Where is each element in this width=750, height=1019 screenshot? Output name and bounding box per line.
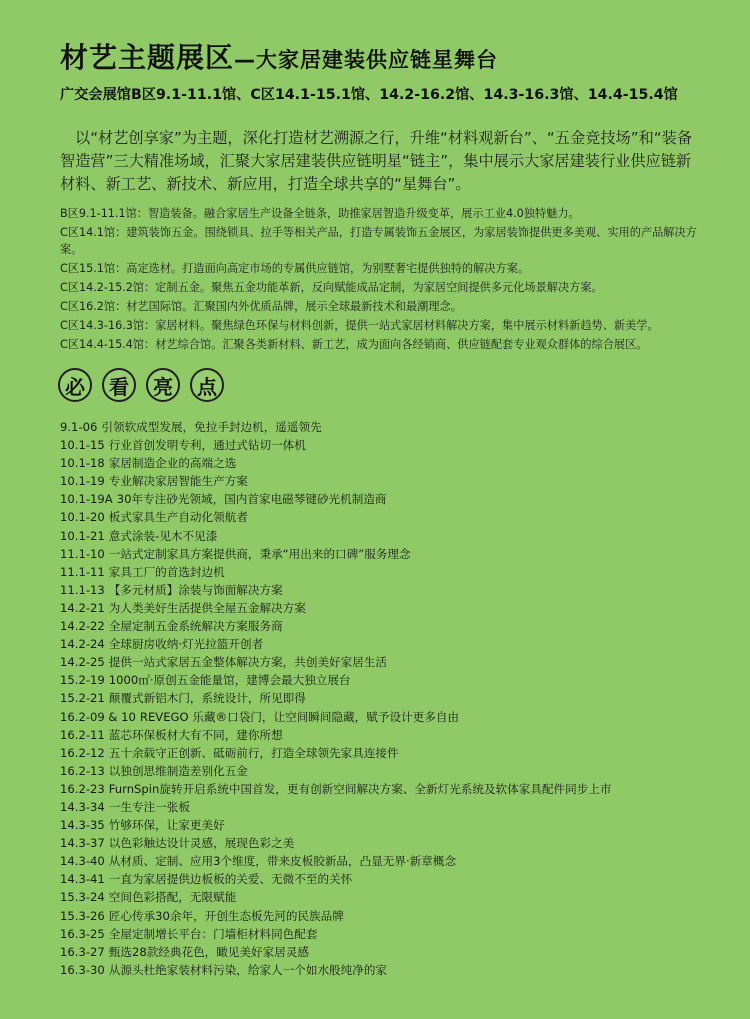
booth-description: 一直为家居提供边板板的关爱、无微不至的关怀 bbox=[108, 872, 353, 887]
booth-description: 蓝芯环保板材大有不同，建你所想 bbox=[108, 727, 283, 742]
booth-code: 10.1-19 bbox=[60, 474, 105, 489]
booth-description: 家具工厂的首选封边机 bbox=[108, 564, 225, 579]
hall-description: 材艺国际馆。汇聚国内外优质品牌，展示全球最新技术和最潮理念。 bbox=[126, 300, 462, 313]
hall-item bbox=[60, 205, 710, 222]
booth-code: 14.3-37 bbox=[60, 836, 105, 851]
booth-code: 10.1-15 bbox=[60, 438, 105, 453]
booth-code: 14.3-41 bbox=[60, 872, 105, 887]
booth-code: 15.3-24 bbox=[60, 890, 105, 905]
booth-description: 颠覆式新铝木门，系统设计，所见即得 bbox=[108, 691, 306, 706]
hall-label: C区14.4-15.4馆： bbox=[60, 338, 156, 351]
booth-code: 14.2-24 bbox=[60, 637, 105, 652]
highlight-title-char: 亮 bbox=[146, 368, 180, 402]
booth-code: 9.1-06 bbox=[60, 420, 98, 434]
list-item bbox=[60, 834, 720, 852]
list-item bbox=[60, 780, 720, 798]
booth-code: 16.2-13 bbox=[60, 763, 105, 778]
booth-description: 行业首创发明专利，通过式钻切一体机 bbox=[108, 438, 306, 453]
highlight-title-char: 看 bbox=[102, 368, 136, 402]
hall-label: C区16.2馆： bbox=[60, 300, 127, 313]
booth-code: 16.2-09 & 10 bbox=[60, 709, 136, 724]
booth-code: 14.2-21 bbox=[60, 600, 105, 615]
list-item bbox=[60, 744, 720, 762]
booth-description: 为人类美好生活提供全屋五金解决方案 bbox=[108, 600, 306, 615]
list-item bbox=[60, 617, 720, 635]
booth-description: 以色彩触达设计灵感，展现色彩之美 bbox=[108, 836, 295, 851]
list-item bbox=[60, 563, 720, 581]
list-item bbox=[60, 798, 720, 816]
list-item bbox=[60, 581, 720, 599]
booth-description: 一站式定制家具方案提供商，秉承“用出来的口碑”服务理念 bbox=[108, 546, 411, 561]
booth-code: 15.2-19 bbox=[60, 673, 105, 688]
list-item bbox=[60, 708, 720, 726]
list-item bbox=[60, 943, 720, 961]
booth-description: 一生专注一张板 bbox=[108, 799, 190, 814]
hall-item bbox=[60, 260, 710, 277]
hall-description: 高定选材。打造面向高定市场的专属供应链馆，为别墅奢宅提供独特的解决方案。 bbox=[126, 262, 530, 275]
highlight-title-char: 点 bbox=[190, 368, 224, 402]
booth-description: FurnSpin旋转开启系统中国首发，更有创新空间解决方案、全新灯光系统及软体家具配件同步上市 bbox=[108, 781, 612, 796]
hall-description: 家居材料。聚焦绿色环保与材料创新，提供一站式家居材料解决方案，集中展示材料新趋势、新美学。 bbox=[155, 319, 659, 332]
list-item bbox=[60, 490, 720, 508]
title-main: 材艺主题展区 bbox=[60, 41, 235, 74]
booth-code: 10.1-20 bbox=[60, 510, 105, 525]
list-item bbox=[60, 762, 720, 780]
booth-description: 意式涂装-见木不见漆 bbox=[108, 528, 218, 543]
booth-description: 五十余载守正创新、砥砺前行，打造全球领先家具连接件 bbox=[108, 745, 399, 760]
booth-code: 14.3-34 bbox=[60, 799, 105, 814]
list-item bbox=[60, 454, 720, 472]
list-item bbox=[60, 888, 720, 906]
booth-code: 11.1-10 bbox=[60, 546, 105, 561]
list-item bbox=[60, 545, 720, 563]
booth-code: 14.3-35 bbox=[60, 818, 105, 833]
booth-description: 提供一站式家居五金整体解决方案，共创美好家居生活 bbox=[108, 655, 388, 670]
booth-code: 10.1-21 bbox=[60, 528, 105, 543]
list-item bbox=[60, 418, 720, 436]
booth-description: 板式家具生产自动化领航者 bbox=[108, 510, 248, 525]
list-item bbox=[60, 852, 720, 870]
booth-code: 10.1-18 bbox=[60, 456, 105, 471]
booth-description: 全屋定制增长平台：门墙柜材料同色配套 bbox=[108, 926, 318, 941]
booth-code: 11.1-11 bbox=[60, 564, 105, 579]
list-item bbox=[60, 907, 720, 925]
booth-code: 15.3-26 bbox=[60, 908, 105, 923]
list-item bbox=[60, 635, 720, 653]
booth-description: 引领软成型发展，免拉手封边机，遥遥领先 bbox=[101, 420, 322, 434]
hall-description: 定制五金。聚焦五金功能革新，反向赋能成品定制，为家居空间提供多元化场景解决方案。 bbox=[155, 281, 603, 294]
list-item bbox=[60, 472, 720, 490]
booth-code: 14.2-25 bbox=[60, 655, 105, 670]
booth-code: 16.3-27 bbox=[60, 944, 105, 959]
booth-code: 11.1-13 bbox=[60, 582, 105, 597]
booth-description: 空间色彩搭配，无限赋能 bbox=[108, 890, 237, 905]
booth-description: 【多元材质】涂装与饰面解决方案 bbox=[108, 582, 283, 597]
hall-label: C区14.3-16.3馆： bbox=[60, 319, 156, 332]
hall-description: 建筑装饰五金。围绕锁具、拉手等相关产品，打造专属装饰五金展区，为家居装饰提供更多美观、实用的产品解决方案。 bbox=[60, 226, 697, 256]
hall-list bbox=[60, 205, 710, 355]
highlights-list bbox=[60, 418, 720, 979]
hall-label: C区14.1馆： bbox=[60, 226, 127, 239]
highlight-title-char: 必 bbox=[58, 368, 92, 402]
booth-description: 从源头杜绝家装材料污染，给家人一个如水般纯净的家 bbox=[108, 962, 388, 977]
page-title bbox=[60, 36, 498, 76]
booth-code: 15.2-21 bbox=[60, 691, 105, 706]
booth-description: 竹够环保，让家更美好 bbox=[108, 818, 225, 833]
list-item bbox=[60, 527, 720, 545]
hall-item bbox=[60, 224, 710, 258]
list-item bbox=[60, 599, 720, 617]
booth-description: 全屋定制五金系统解决方案服务商 bbox=[108, 619, 283, 634]
booth-code: 16.3-25 bbox=[60, 926, 105, 941]
list-item bbox=[60, 816, 720, 834]
title-subtitle: —大家居建装供应链星舞台 bbox=[234, 48, 499, 72]
booth-code: 16.2-11 bbox=[60, 727, 105, 742]
hall-item bbox=[60, 317, 710, 334]
hall-item bbox=[60, 336, 710, 353]
hall-item bbox=[60, 298, 710, 315]
hall-item bbox=[60, 279, 710, 296]
list-item bbox=[60, 436, 720, 454]
highlights-heading bbox=[58, 368, 224, 402]
list-item bbox=[60, 653, 720, 671]
booth-description: REVEGO 乐藏®口袋门，让空间瞬间隐藏，赋予设计更多自由 bbox=[139, 709, 460, 724]
booth-description: 30年专注砂光领域，国内首家电磁琴键砂光机制造商 bbox=[116, 492, 387, 507]
list-item bbox=[60, 726, 720, 744]
booth-description: 甄选28款经典花色，瞰见美好家居灵感 bbox=[108, 944, 310, 959]
list-item bbox=[60, 508, 720, 526]
hall-description: 智造装备。融合家居生产设备全链条，助推家居智造升级变革，展示工业4.0独特魅力。 bbox=[147, 207, 580, 220]
hall-label: C区14.2-15.2馆： bbox=[60, 281, 156, 294]
booth-description: 家居制造企业的高端之选 bbox=[108, 456, 237, 471]
booth-description: 匠心传承30余年，开创生态板先河的民族品牌 bbox=[108, 908, 344, 923]
hall-label: C区15.1馆： bbox=[60, 262, 127, 275]
booth-description: 从材质、定制、应用3个维度，带来皮板胶新品，凸显无界·新章概念 bbox=[108, 854, 457, 869]
booth-code: 14.2-22 bbox=[60, 619, 105, 634]
venue-line: 广交会展馆B区9.1-11.1馆、C区14.1-15.1馆、14.2-16.2馆、14.3-16.3馆、14.4-15.4馆 bbox=[60, 87, 678, 103]
list-item bbox=[60, 870, 720, 888]
booth-code: 16.2-23 bbox=[60, 781, 105, 796]
booth-code: 14.3-40 bbox=[60, 854, 105, 869]
booth-description: 专业解决家居智能生产方案 bbox=[108, 474, 248, 489]
list-item bbox=[60, 961, 720, 979]
list-item bbox=[60, 671, 720, 689]
booth-code: 10.1-19A bbox=[60, 492, 113, 507]
hall-description: 材艺综合馆。汇聚各类新材料、新工艺，成为面向各经销商、供应链配套专业观众群体的综合展区。 bbox=[155, 338, 648, 351]
booth-description: 1000㎡·原创五金能量馆，建博会最大独立展台 bbox=[108, 673, 351, 688]
booth-code: 16.2-12 bbox=[60, 745, 105, 760]
booth-description: 全球厨房收纳·灯光拉篮开创者 bbox=[108, 637, 264, 652]
booth-description: 以独创思维制造差别化五金 bbox=[108, 763, 248, 778]
intro-paragraph: 以“材艺创享家”为主题，深化打造材艺溯源之行，升维“材料观新台”、“五金竞技场”和“装备智造营”三大精准场域，汇聚大家居建装供应链明星“链主”，集中展示大家居建装行业供应链新材料、新工艺、新技术、新应用，打造全球共享的“星舞台”。 bbox=[60, 129, 693, 193]
hall-label: B区9.1-11.1馆： bbox=[60, 207, 148, 220]
list-item bbox=[60, 925, 720, 943]
list-item bbox=[60, 689, 720, 707]
booth-code: 16.3-30 bbox=[60, 962, 105, 977]
